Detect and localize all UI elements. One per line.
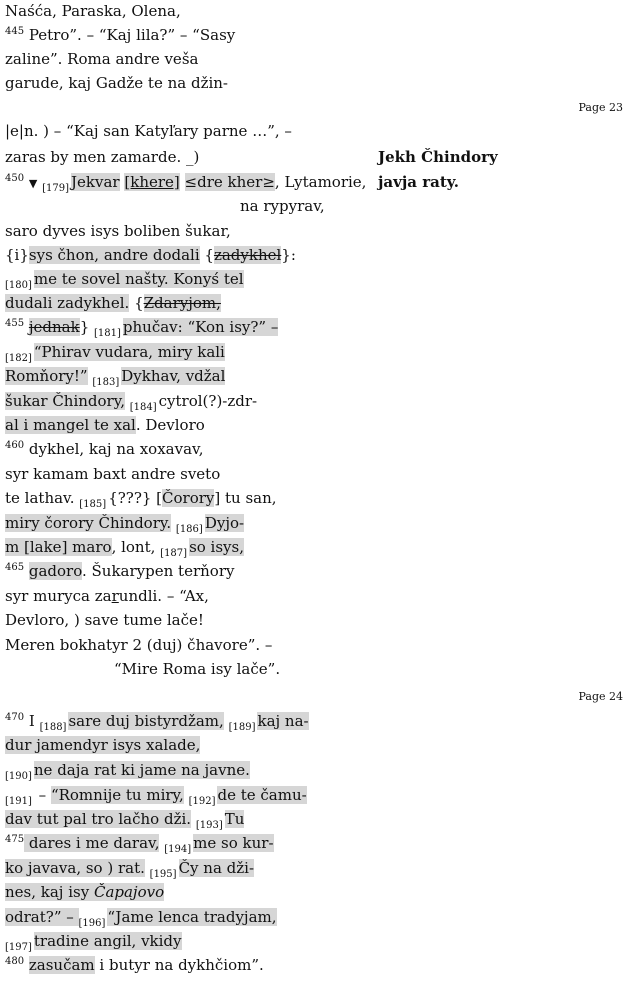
text-line: Devloro, ) save tume lače! — [5, 611, 204, 629]
text-line: zaline”. Roma andre veša — [5, 50, 199, 68]
text-line: $^{450}$ ▼ $_{[179]}$ Jekvar [khere] ≤dre kher≥, Lytamorie, — [5, 173, 367, 194]
text-line: $_{[197]}$ tradine angil, vkidy — [5, 932, 182, 953]
ref-marker: [193] — [195, 820, 223, 831]
text-line: $^{470}$ I $_{[188]}$ sare duj bistyrdžam, $_{[189]}$ kaj na- — [5, 712, 309, 733]
text-line: saro dyves isys boliben šukar, — [5, 222, 231, 240]
text-line: $^{475}$ dares i me darav, $_{[194]}$ me so kur- — [5, 834, 274, 855]
ref-marker: [184] — [129, 402, 157, 413]
text-line: $^{465}$ gadoro. Šukarypen terňory — [5, 562, 235, 580]
text-line: {i}sys čhon, andre dodali {zadykhel}: — [5, 246, 296, 264]
page-marker-23: Page 23 — [578, 101, 623, 114]
text-line: ko javava, so ) rat. $_{[195]}$ Čy na dži- — [5, 859, 255, 880]
ref-marker: [189] — [228, 722, 256, 733]
ref-marker: [183] — [92, 377, 120, 388]
ref-marker: [197] — [5, 942, 32, 953]
line-number: 445 — [5, 26, 25, 37]
line-number: 450 — [5, 173, 25, 184]
ref-marker: [195] — [149, 869, 177, 880]
text-line: odrat?” – $_{[196]}$ “Jame lenca tradyjam, — [5, 908, 277, 929]
text-line: zaras by men zamarde. _) — [5, 148, 200, 166]
text-line: dur jamendyr isys xalade, — [5, 736, 201, 754]
text-line: $^{460}$ dykhel, kaj na xoxavav, — [5, 440, 204, 458]
text-line: al i mangel te xal. Devloro — [5, 416, 205, 434]
text-line: $_{[191]}$ – “Romnije tu miry, $_{[192]}$ de te čamu- — [5, 786, 307, 807]
text-line: $_{[180]}$ me te sovel našty. Konyś tel — [5, 270, 244, 291]
ref-marker: [190] — [5, 771, 32, 782]
text-line: na rypyrav, — [240, 197, 325, 215]
text-line: $^{445}$ Petro”. – “Kaj lila?” – “Sasy — [5, 26, 236, 44]
text-line: syr kamam baxt andre sveto — [5, 465, 221, 483]
text-line: miry čorory Čhindory. $_{[186]}$ Dyjo- — [5, 514, 245, 535]
text-line: $_{[190]}$ ne daja rat ki jame na javne. — [5, 761, 250, 782]
text-line: Romňory!” $_{[183]}$ Dykhav, vdžal — [5, 367, 226, 388]
text-line: syr muryca zarundli. – “Ax, — [5, 587, 209, 605]
ref-marker: [191] — [5, 796, 32, 807]
text-line: dudali zadykhel. {Zdaryjom, — [5, 294, 221, 312]
line-number: 460 — [5, 440, 25, 451]
ref-marker: [196] — [78, 918, 106, 929]
text-line: dav tut pal tro lačho dži. $_{[193]}$ Tu — [5, 810, 245, 831]
line-number: 470 — [5, 712, 25, 723]
text-line: m [lake] maro, lont, $_{[187]}$ so isys, — [5, 538, 244, 559]
ref-marker: [182] — [5, 353, 32, 364]
ref-marker: [186] — [175, 524, 203, 535]
text-line: nes, kaj isy Čapajovo — [5, 883, 165, 901]
ref-marker: [194] — [164, 844, 192, 855]
gloss-line-1: Jekh Čhindory — [378, 148, 498, 166]
text-line: |e|n. ) – “Kaj san Katyľary parne …”, – — [5, 122, 292, 140]
text-line: garude, kaj Gadže te na džin- — [5, 74, 228, 92]
text-line: te lathav. $_{[185]}$ {???} [Čorory] tu san, — [5, 489, 277, 510]
line-number: 480 — [5, 956, 25, 967]
text-line: $^{480}$ zasučam i butyr na dykhčiom”. — [5, 956, 264, 974]
ref-marker: [185] — [79, 499, 107, 510]
line-number: 455 — [5, 318, 25, 329]
ref-marker: [188] — [39, 722, 67, 733]
gloss-line-2: javja raty. — [378, 173, 459, 191]
line-number: 475 — [5, 834, 25, 845]
ref-marker: [180] — [5, 280, 32, 291]
page-marker-24: Page 24 — [578, 690, 623, 703]
text-line: “Mire Roma isy lače”. — [114, 660, 281, 678]
text-line: Naśća, Paraska, Olena, — [5, 2, 181, 20]
ref-marker: [179] — [42, 183, 70, 194]
text-line: Meren bokhatyr 2 (duj) čhavore”. – — [5, 636, 273, 654]
line-number: 465 — [5, 562, 25, 573]
ref-marker: [192] — [188, 796, 216, 807]
triangle-marker: ▼ — [28, 177, 38, 190]
text-line: $_{[182]}$ “Phirav vudara, miry kali — [5, 343, 225, 364]
ref-marker: [181] — [94, 328, 121, 339]
text-line: $^{455}$ jednak} $_{[181]}$ phučav: “Kon isy?” – — [5, 318, 279, 339]
text-line: šukar Čhindory, $_{[184]}$ cytrol(?)-zdr- — [5, 392, 258, 413]
ref-marker: [187] — [160, 548, 188, 559]
